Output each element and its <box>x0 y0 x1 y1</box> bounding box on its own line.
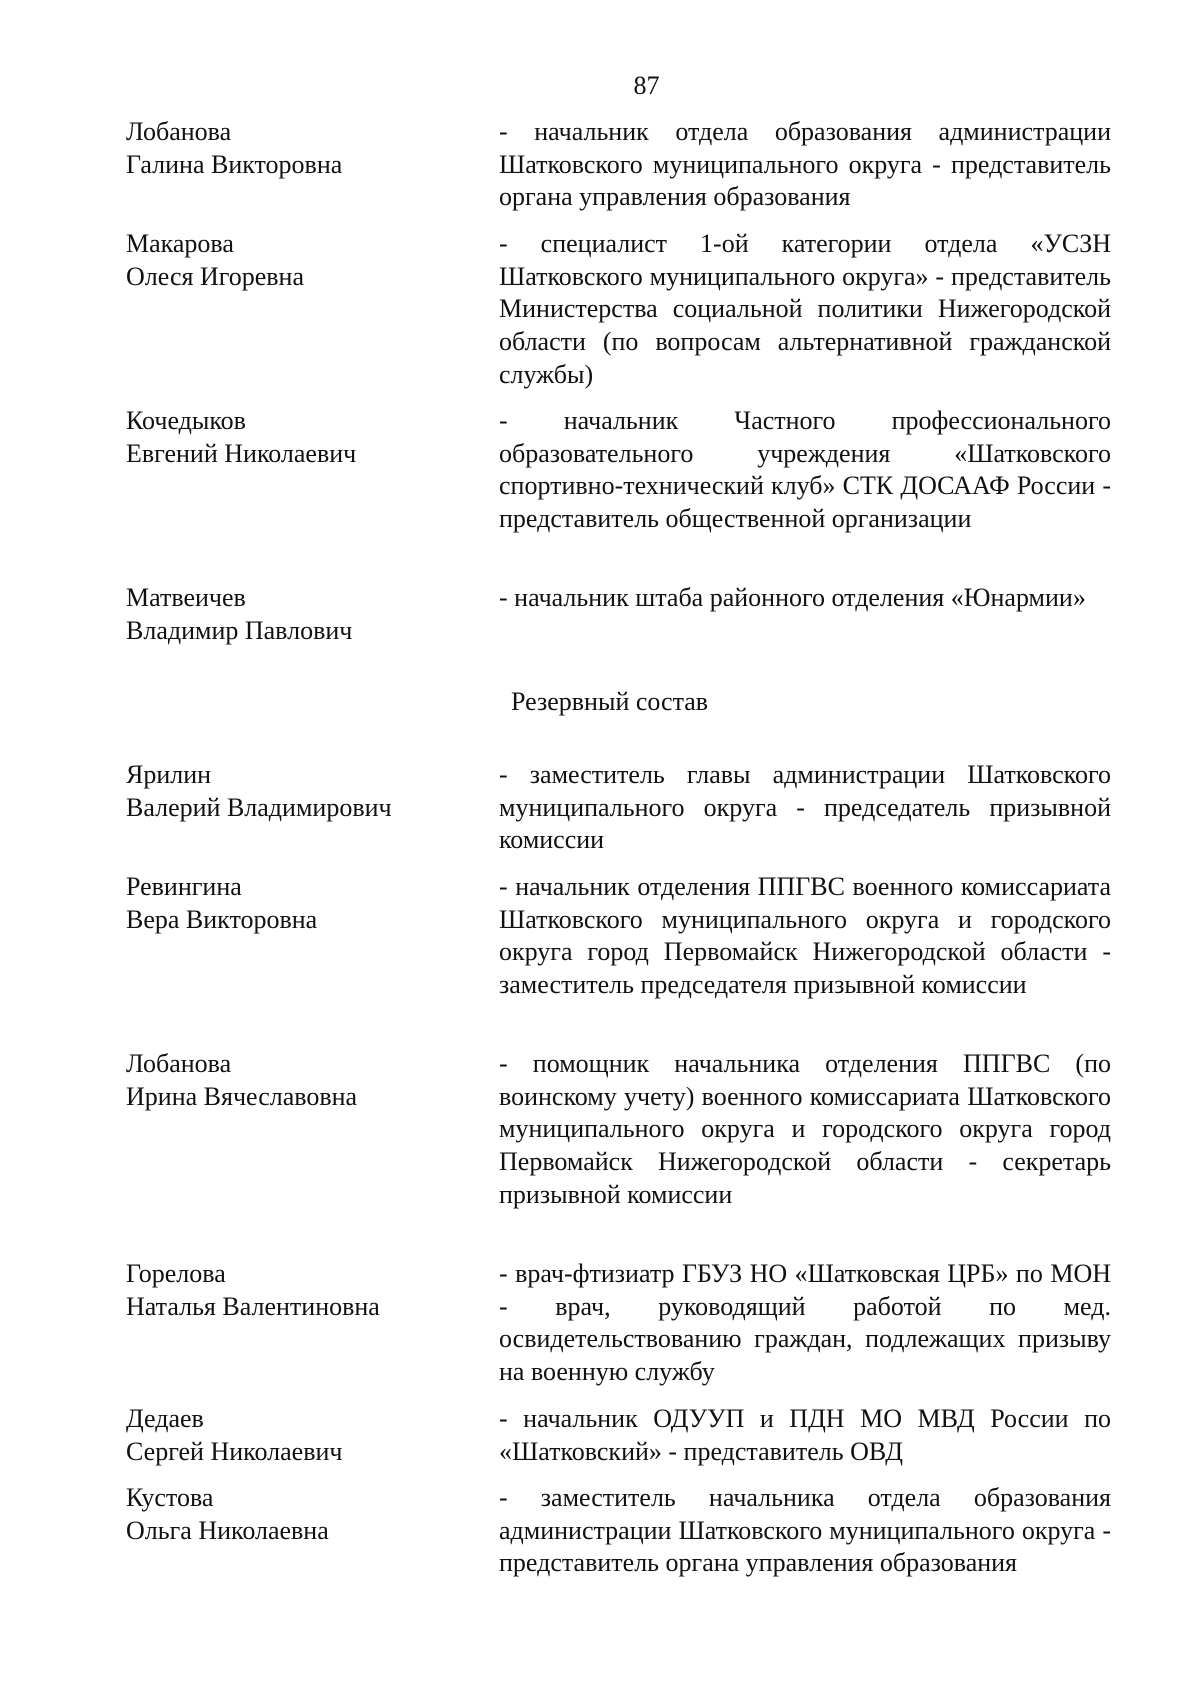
member-role: - начальник отдела образования администрации Шатковского муниципального округа - представитель органа управления образования <box>499 117 1111 212</box>
member-role: - начальник ОДУУП и ПДН МО МВД России по «Шатковский» - представитель ОВД <box>499 1404 1111 1466</box>
member-name <box>126 759 466 824</box>
member-surname: Макарова <box>126 229 234 258</box>
member-role: - начальник отделения ППГВС военного комиссариата Шатковского муниципального округа и городского округа город Первомайск Нижегородской области - заместитель председателя призывной комиссии <box>499 872 1111 1000</box>
member-name <box>126 1403 466 1468</box>
member-name <box>126 228 466 293</box>
member-surname: Лобанова <box>126 1049 232 1078</box>
member-given-names: Вера Викторовна <box>126 904 318 934</box>
section-title-reserve: Резервный состав <box>511 687 709 716</box>
member-name <box>126 1482 466 1547</box>
member-role: - помощник начальника отделения ППГВС (по воинскому учету) военного комиссариата Шатковского муниципального округа и городского округа город Первомайск Нижегородской области - секретарь призывной комиссии <box>499 1049 1111 1209</box>
member-given-names: Сергей Николаевич <box>126 1436 343 1466</box>
member-given-names: Евгений Николаевич <box>126 438 357 468</box>
member-given-names: Наталья Валентиновна <box>126 1291 380 1321</box>
member-role: - заместитель главы администрации Шатковского муниципального округа - председатель призывной комиссии <box>499 760 1111 855</box>
member-surname: Кустова <box>126 1483 214 1512</box>
member-given-names: Ирина Вячеславовна <box>126 1081 358 1111</box>
member-given-names: Валерий Владимирович <box>126 792 392 822</box>
member-role: - заместитель начальника отдела образования администрации Шатковского муниципального округа - представитель органа управления образования <box>499 1483 1111 1578</box>
member-given-names: Ольга Николаевна <box>126 1515 329 1545</box>
member-role: - врач-фтизиатр ГБУЗ НО «Шатковская ЦРБ» по МОН - врач, руководящий работой по мед. освидетельствованию граждан, подлежащих призыву на военную службу <box>499 1259 1111 1387</box>
member-surname: Кочедыков <box>126 406 246 435</box>
member-role: - специалист 1-ой категории отдела «УСЗН Шатковского муниципального округа» - представитель Министерства социальной политики Нижегородской области (по вопросам альтернативной гражданской службы) <box>499 229 1111 389</box>
member-surname: Ярилин <box>126 760 212 789</box>
member-name <box>126 1258 466 1323</box>
member-given-names: Галина Викторовна <box>126 149 343 179</box>
member-name <box>126 582 466 647</box>
member-surname: Лобанова <box>126 117 232 146</box>
member-name <box>126 405 466 470</box>
member-given-names: Олеся Игоревна <box>126 261 305 291</box>
page-number: 87 <box>633 71 660 100</box>
member-surname: Дедаев <box>126 1404 204 1433</box>
member-role: - начальник Частного профессионального образовательного учреждения «Шатковского спортивно-технический клуб» СТК ДОСААФ России - представитель общественной организации <box>499 406 1111 534</box>
member-name <box>126 871 466 936</box>
member-name <box>126 116 466 181</box>
member-role: - начальник штаба районного отделения «Юнармии» <box>499 583 1086 612</box>
member-name <box>126 1048 466 1113</box>
member-given-names: Владимир Павлович <box>126 615 353 645</box>
member-surname: Матвеичев <box>126 583 246 612</box>
member-surname: Ревингина <box>126 872 242 901</box>
member-surname: Горелова <box>126 1259 226 1288</box>
